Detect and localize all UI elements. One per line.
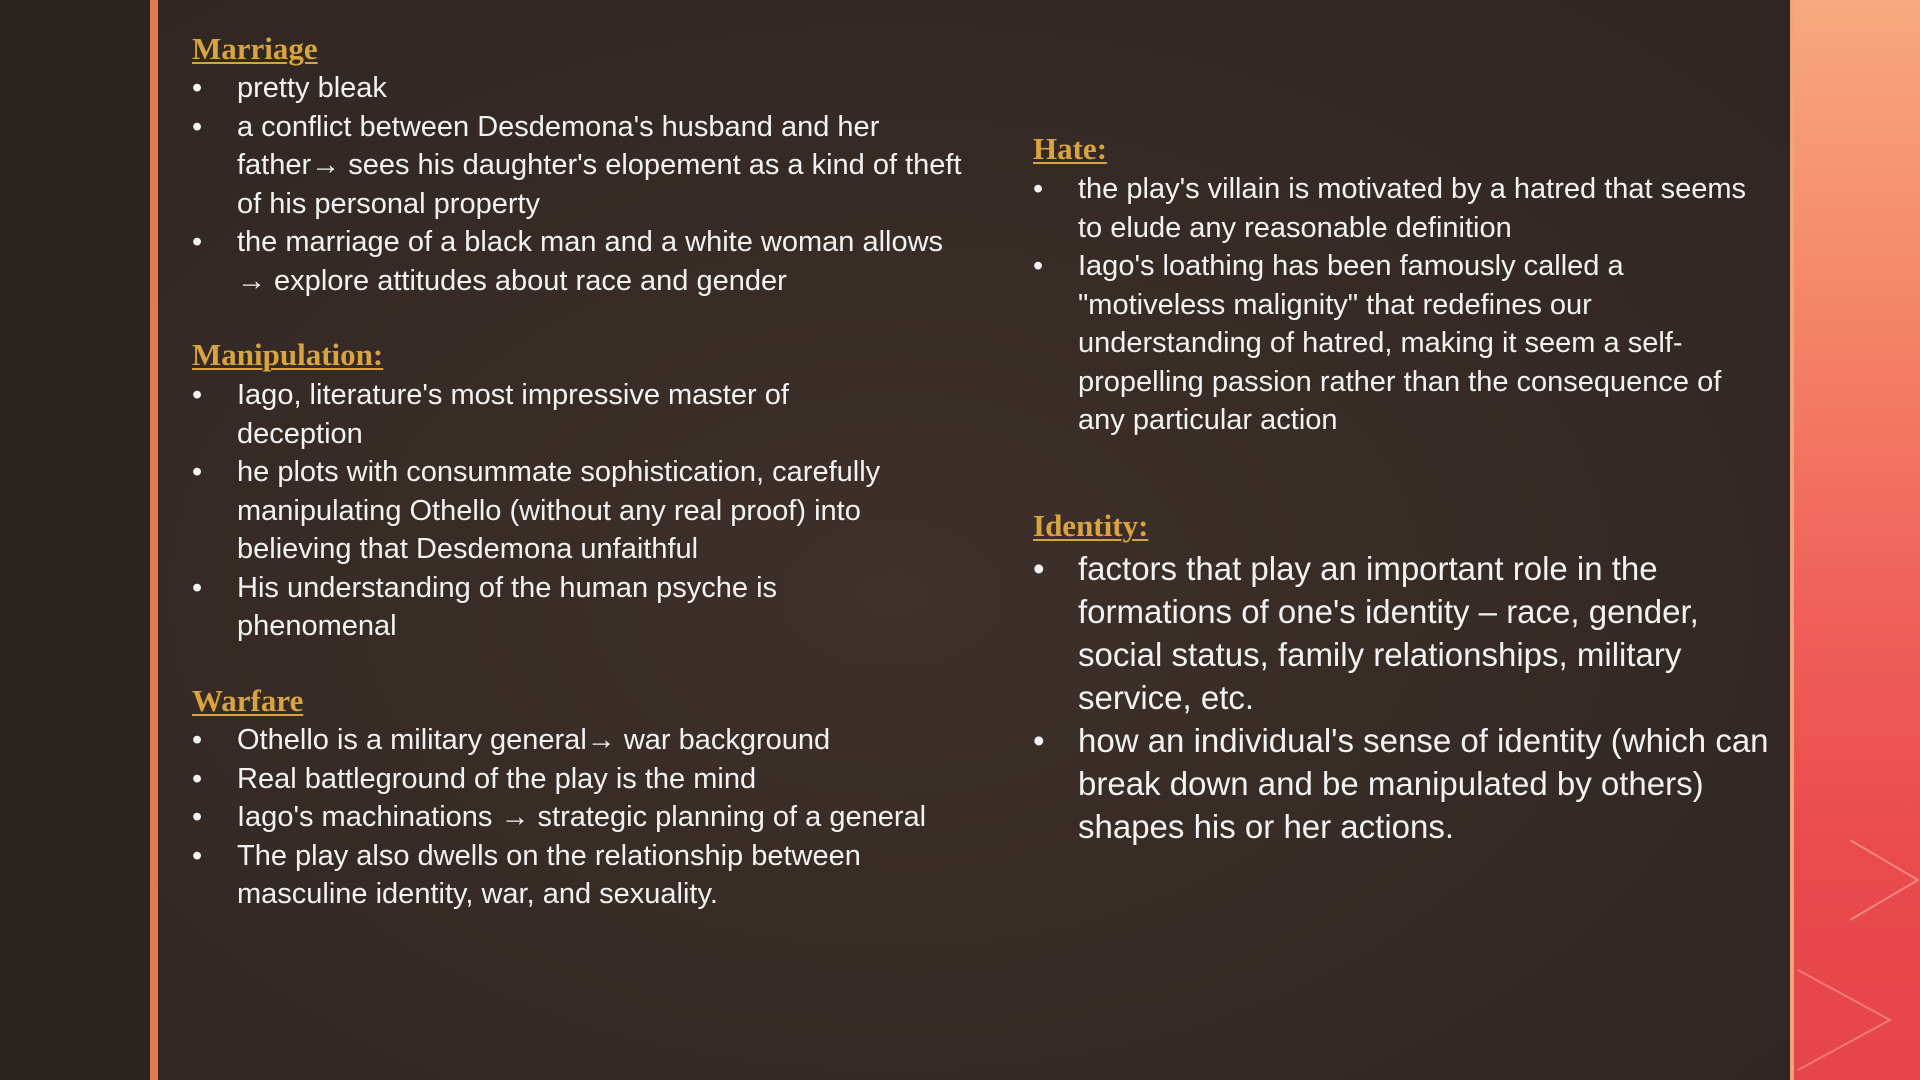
list-item: • a conflict between Desdemona's husband and her father→ sees his daughter's elopement as a kind of theft of his personal property [192,108,962,224]
list-item: • Iago, literature's most impressive master of deception [192,376,912,453]
warfare-list [192,721,962,914]
list-item: • The play also dwells on the relationship between masculine identity, war, and sexuality. [192,837,962,914]
list-item: • he plots with consummate sophistication, carefully manipulating Othello (without any real proof) into believing that Desdemona unfaithful [192,453,912,569]
heading-marriage: Marriage [192,31,318,66]
accent-line [150,0,158,1080]
list-item: • pretty bleak [192,69,962,108]
list-item: • Iago's loathing has been famously called a "motiveless malignity" that redefines our understanding of hatred, making it seem a self-propelling passion rather than the consequence of any particular action [1033,247,1763,440]
list-item: • Othello is a military general→ war background [192,721,962,760]
list-item: • factors that play an important role in the formations of one's identity – race, gender, social status, family relationships, military service, etc. [1033,547,1773,719]
decorative-gradient-strip [1790,0,1920,1080]
heading-warfare: Warfare [192,683,304,718]
list-item: • Real battleground of the play is the mind [192,760,962,799]
heading-hate: Hate: [1033,131,1108,166]
list-item: • Iago's machinations → strategic planning of a general [192,798,962,837]
identity-list [1033,547,1773,848]
list-item: • the play's villain is motivated by a hatred that seems to elude any reasonable definition [1033,170,1763,247]
hate-list [1033,170,1763,440]
chevron-decoration-icon [1790,0,1920,1080]
heading-manipulation: Manipulation: [192,337,384,372]
list-item: • His understanding of the human psyche is phenomenal [192,569,912,646]
left-background-band [0,0,150,1080]
marriage-list [192,69,962,300]
list-item: • how an individual's sense of identity (which can break down and be manipulated by others) shapes his or her actions. [1033,719,1773,848]
heading-identity: Identity: [1033,508,1149,543]
manipulation-list [192,376,912,646]
list-item: • the marriage of a black man and a white woman allows → explore attitudes about race and gender [192,223,962,300]
